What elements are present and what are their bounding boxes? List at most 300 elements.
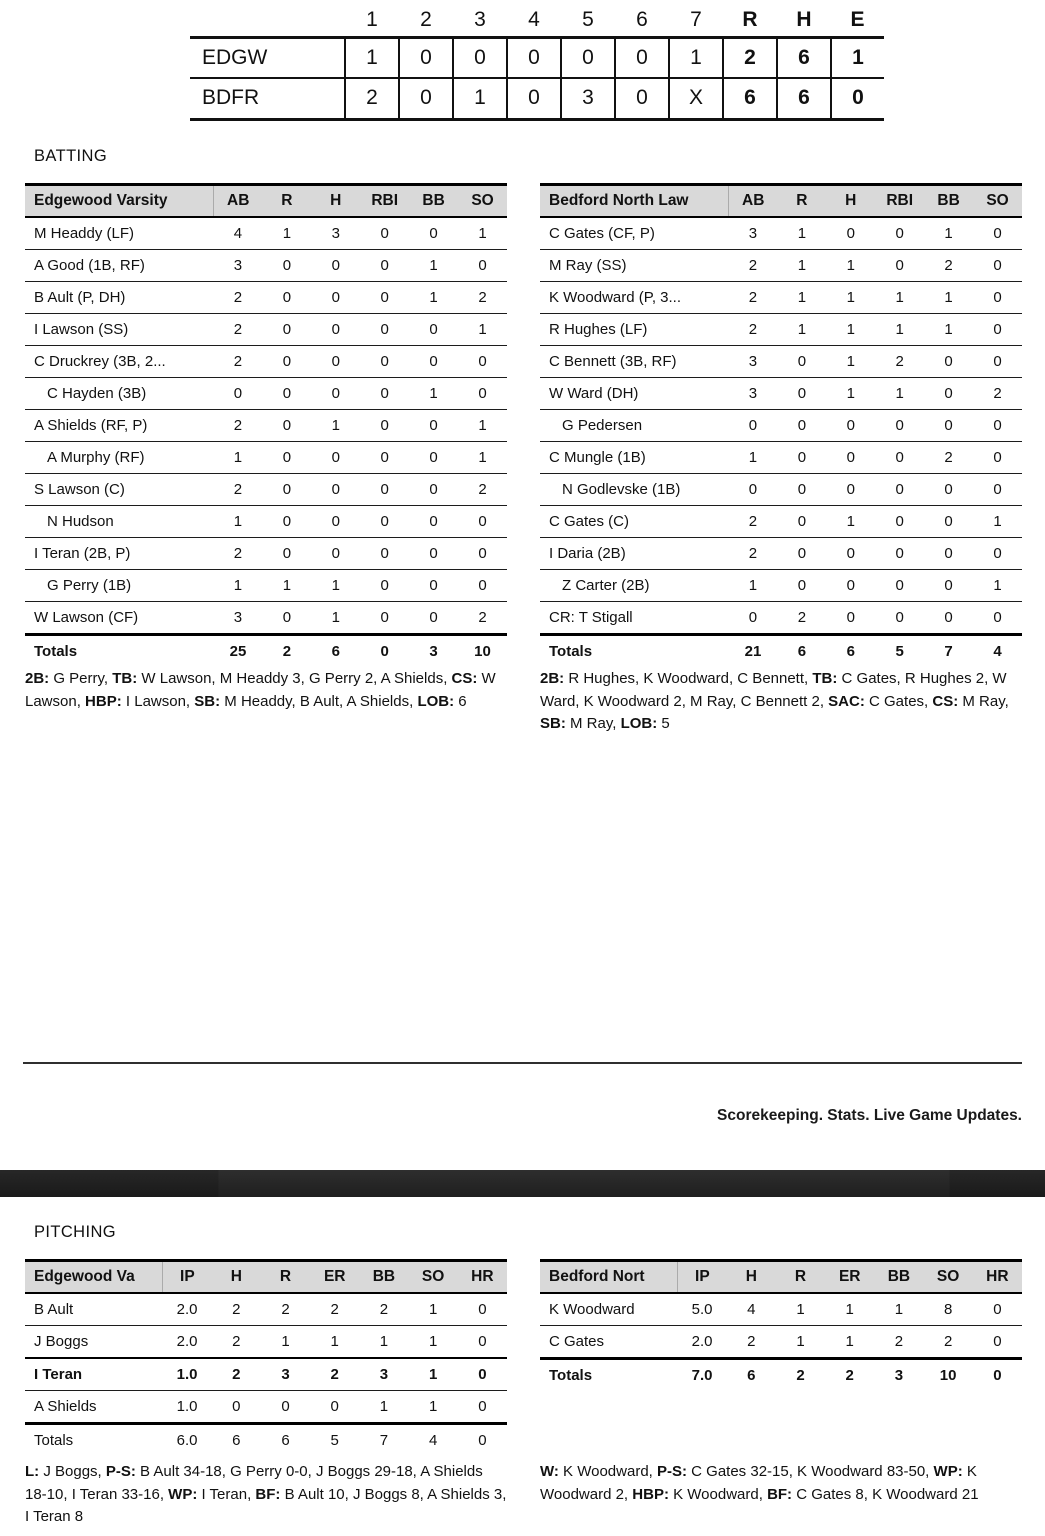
player-row (540, 538, 1022, 570)
stat-cell: 1 (311, 602, 360, 635)
stat-cell: 1 (262, 217, 311, 250)
stat-label: WP: (168, 1485, 198, 1503)
stat-cell: 0 (262, 474, 311, 506)
stat-cell: 2 (924, 250, 973, 282)
team-name-header: Edgewood Va (25, 1261, 163, 1294)
player-name-cell: I Daria (2B) (540, 538, 729, 570)
stat-cell: 0 (360, 217, 409, 250)
totals-stat-cell: 2 (825, 1359, 874, 1392)
linescore-value-cell: 0 (507, 78, 561, 119)
batting-table-right (540, 183, 1022, 667)
stat-cell: 2 (214, 538, 263, 570)
team-name-header: Bedford North Law (540, 185, 729, 218)
totals-stat-cell: 6 (261, 1424, 310, 1457)
stat-cell: 0 (777, 538, 826, 570)
linescore-value-cell: 0 (561, 37, 615, 78)
player-name-cell: N Hudson (25, 506, 214, 538)
linescore-value-cell: 3 (561, 78, 615, 119)
stat-column-header: HR (973, 1261, 1022, 1294)
stat-cell: 3 (311, 217, 360, 250)
stat-cell: 1 (825, 1326, 874, 1359)
stat-label: BF: (255, 1485, 281, 1503)
stat-cell: 2.0 (163, 1293, 212, 1326)
stat-cell: 1 (409, 378, 458, 410)
player-row (25, 1391, 507, 1424)
stat-cell: 0 (409, 474, 458, 506)
stat-cell: 2 (214, 346, 263, 378)
stat-cell: 0 (924, 474, 973, 506)
totals-row (25, 635, 507, 668)
player-row (540, 474, 1022, 506)
player-name-cell: C Bennett (3B, RF) (540, 346, 729, 378)
stat-cell: 0 (360, 602, 409, 635)
stat-cell: 0 (826, 602, 875, 635)
stat-cell: 1 (311, 570, 360, 602)
player-name-cell: A Good (1B, RF) (25, 250, 214, 282)
stat-cell: 0 (360, 538, 409, 570)
stat-label: TB: (812, 670, 838, 687)
player-row (25, 570, 507, 602)
stat-cell: 2 (310, 1358, 359, 1391)
stat-column-header: R (776, 1261, 825, 1294)
stat-cell: 1 (777, 250, 826, 282)
batting-column-left (25, 183, 507, 710)
player-name-cell: I Teran (25, 1358, 163, 1391)
stat-header-row (25, 185, 507, 218)
totals-stat-cell: 6 (311, 635, 360, 668)
stat-cell: 1 (875, 282, 924, 314)
player-name-cell: I Teran (2B, P) (25, 538, 214, 570)
stat-cell: 0 (729, 474, 778, 506)
player-row (25, 474, 507, 506)
player-row (540, 378, 1022, 410)
linescore-value-cell: 0 (507, 37, 561, 78)
stat-cell: 2.0 (678, 1326, 727, 1359)
player-row (540, 282, 1022, 314)
linescore-header-cell: 1 (366, 8, 378, 32)
stat-cell: 2 (924, 1326, 973, 1359)
stat-cell: 1 (214, 570, 263, 602)
stat-cell: 0 (924, 346, 973, 378)
player-name-cell: R Hughes (LF) (540, 314, 729, 346)
stat-cell: 1 (777, 217, 826, 250)
stat-column-header: R (262, 185, 311, 218)
stat-cell: 3 (359, 1358, 408, 1391)
totals-stat-cell: 21 (729, 635, 778, 668)
stat-cell: 1 (924, 314, 973, 346)
player-row (25, 442, 507, 474)
stat-cell: 0 (458, 378, 507, 410)
stat-cell: 0 (261, 1391, 310, 1424)
stat-cell: 0 (360, 282, 409, 314)
section-divider (23, 1062, 1022, 1064)
stat-cell: 0 (310, 1391, 359, 1424)
totals-label-cell: Totals (540, 635, 729, 668)
linescore-header-cell: 3 (474, 8, 486, 32)
stat-cell: 0 (409, 506, 458, 538)
pitching-section (25, 1259, 1022, 1536)
stat-cell: 0 (729, 602, 778, 635)
totals-row (540, 635, 1022, 668)
player-name-cell: I Lawson (SS) (25, 314, 214, 346)
stat-cell: 0 (262, 250, 311, 282)
stat-cell: 1 (409, 282, 458, 314)
stat-cell: 0 (262, 538, 311, 570)
stat-cell: 0 (409, 538, 458, 570)
stat-cell: 1 (826, 506, 875, 538)
player-name-cell: N Godlevske (1B) (540, 474, 729, 506)
stat-cell: 0 (875, 217, 924, 250)
stat-cell: 0 (875, 474, 924, 506)
team-name-header: Edgewood Varsity (25, 185, 214, 218)
totals-label-cell: Totals (25, 1424, 163, 1457)
stat-cell: 0 (214, 378, 263, 410)
stat-cell: 0 (311, 250, 360, 282)
player-row (540, 346, 1022, 378)
stat-column-header: ER (310, 1261, 359, 1294)
linescore-value-cell: 6 (723, 78, 777, 119)
stat-label: L: (25, 1463, 40, 1480)
linescore-header-cell: 6 (636, 8, 648, 32)
stat-column-header: HR (458, 1261, 507, 1294)
pitching-column-left (25, 1259, 507, 1525)
stat-column-header: ER (825, 1261, 874, 1294)
stat-cell: 1 (262, 570, 311, 602)
stat-cell: 3 (214, 602, 263, 635)
totals-stat-cell: 6 (727, 1359, 776, 1392)
player-name-cell: M Ray (SS) (540, 250, 729, 282)
batting-column-right (540, 183, 1022, 732)
linescore-row (190, 78, 884, 119)
stat-cell: 0 (924, 506, 973, 538)
player-row (25, 538, 507, 570)
stat-cell: 0 (311, 346, 360, 378)
linescore-header-cell: H (796, 8, 812, 32)
linescore-value-cell: 0 (615, 37, 669, 78)
stat-cell: 0 (973, 346, 1022, 378)
pitching-column-right (540, 1259, 1022, 1503)
stat-cell: 0 (311, 538, 360, 570)
stat-header-row (540, 1261, 1022, 1294)
stat-cell: 0 (875, 538, 924, 570)
stat-cell: 0 (458, 1391, 507, 1424)
stat-cell: 1 (359, 1326, 408, 1359)
stat-cell: 0 (826, 538, 875, 570)
stat-cell: 1 (409, 1326, 458, 1359)
tagline: Scorekeeping. Stats. Live Game Updates. (717, 1107, 1022, 1124)
stat-cell: 0 (924, 410, 973, 442)
stat-cell: 0 (409, 570, 458, 602)
player-row (540, 442, 1022, 474)
batting-notes-left: 2B: G Perry, TB: W Lawson, M Headdy 3, G Perry 2, A Shields, CS: W Lawson, HBP: I Lawson, SB: M Headdy, B Ault, A Shields, LOB: 6 (25, 670, 496, 710)
linescore-value-cell: 1 (831, 37, 884, 78)
player-name-cell: W Lawson (CF) (25, 602, 214, 635)
stat-column-header: BB (924, 185, 973, 218)
stat-label: TB: (112, 670, 138, 687)
stat-cell: 0 (311, 442, 360, 474)
stat-cell: 0 (875, 410, 924, 442)
stat-cell: 0 (826, 442, 875, 474)
stat-cell: 0 (973, 282, 1022, 314)
stat-cell: 0 (777, 474, 826, 506)
stat-cell: 2 (214, 314, 263, 346)
stat-column-header: BB (409, 185, 458, 218)
totals-stat-cell: 0 (458, 1424, 507, 1457)
linescore-corner-cell (190, 5, 345, 37)
stat-cell: 2 (727, 1326, 776, 1359)
player-row (25, 282, 507, 314)
player-row (540, 314, 1022, 346)
stat-header-row (540, 185, 1022, 218)
stat-cell: 0 (777, 506, 826, 538)
stat-cell: 2 (729, 538, 778, 570)
totals-stat-cell: 7 (924, 635, 973, 668)
stat-cell: 2 (924, 442, 973, 474)
stat-cell: 2 (458, 602, 507, 635)
stat-cell: 0 (924, 378, 973, 410)
totals-stat-cell: 25 (214, 635, 263, 668)
totals-label-cell: Totals (540, 1359, 678, 1392)
stat-column-header: IP (678, 1261, 727, 1294)
stat-column-header: RBI (875, 185, 924, 218)
player-name-cell: Z Carter (2B) (540, 570, 729, 602)
linescore-header-row (190, 5, 884, 37)
stat-cell: 0 (826, 474, 875, 506)
stat-cell: 0 (360, 474, 409, 506)
stat-cell: 0 (262, 378, 311, 410)
linescore-value-cell: 0 (615, 78, 669, 119)
stat-cell: 1 (924, 282, 973, 314)
player-name-cell: K Woodward (P, 3... (540, 282, 729, 314)
player-row (25, 217, 507, 250)
stat-cell: 1 (973, 570, 1022, 602)
stat-cell: 0 (458, 570, 507, 602)
player-name-cell: S Lawson (C) (25, 474, 214, 506)
stat-cell: 0 (777, 378, 826, 410)
stat-cell: 0 (409, 314, 458, 346)
player-name-cell: W Ward (DH) (540, 378, 729, 410)
totals-stat-cell: 7.0 (678, 1359, 727, 1392)
player-name-cell: C Hayden (3B) (25, 378, 214, 410)
stat-cell: 0 (875, 602, 924, 635)
player-row (540, 250, 1022, 282)
totals-stat-cell: 2 (776, 1359, 825, 1392)
totals-stat-cell: 4 (409, 1424, 458, 1457)
stat-column-header: BB (874, 1261, 923, 1294)
player-name-cell: C Gates (CF, P) (540, 217, 729, 250)
stat-column-header: RBI (360, 185, 409, 218)
stat-cell: 0 (409, 346, 458, 378)
stat-cell: 1 (409, 1293, 458, 1326)
stat-cell: 0 (973, 474, 1022, 506)
stat-cell: 3 (729, 346, 778, 378)
stat-cell: 0 (973, 602, 1022, 635)
stat-cell: 1 (826, 282, 875, 314)
stat-cell: 4 (727, 1293, 776, 1326)
stat-cell: 0 (409, 442, 458, 474)
stat-cell: 0 (777, 570, 826, 602)
stat-cell: 2 (214, 282, 263, 314)
stat-cell: 0 (262, 346, 311, 378)
linescore-value-cell: 2 (723, 37, 777, 78)
stat-cell: 2 (214, 474, 263, 506)
player-row (25, 250, 507, 282)
player-row (540, 602, 1022, 635)
stat-label: HBP: (632, 1485, 669, 1503)
stat-cell: 2 (777, 602, 826, 635)
stat-cell: 0 (973, 410, 1022, 442)
player-name-cell: G Pedersen (540, 410, 729, 442)
stat-cell: 2 (261, 1293, 310, 1326)
stat-label: 2B: (540, 670, 565, 687)
stat-cell: 0 (973, 217, 1022, 250)
stat-cell: 2 (729, 282, 778, 314)
linescore-header-cell: R (742, 8, 758, 32)
stat-cell: 1 (826, 250, 875, 282)
stat-cell: 1 (729, 442, 778, 474)
linescore-value-cell: 6 (777, 78, 831, 119)
stat-cell: 1 (777, 282, 826, 314)
stat-label: 2B: (25, 670, 50, 687)
stat-cell: 0 (973, 1293, 1022, 1326)
totals-stat-cell: 3 (409, 635, 458, 668)
stat-label: CS: (932, 692, 959, 710)
linescore-value-cell: 1 (453, 78, 507, 119)
stat-label: SB: (194, 692, 221, 710)
player-name-cell: K Woodward (540, 1293, 678, 1326)
player-name-cell: CR: T Stigall (540, 602, 729, 635)
linescore-header-cell: 5 (582, 8, 594, 32)
stat-cell: 1 (826, 314, 875, 346)
stat-cell: 1 (458, 314, 507, 346)
stat-cell: 0 (458, 1358, 507, 1391)
stat-cell: 8 (924, 1293, 973, 1326)
stat-cell: 0 (262, 506, 311, 538)
stat-cell: 0 (409, 410, 458, 442)
stat-cell: 0 (875, 442, 924, 474)
stat-cell: 0 (458, 538, 507, 570)
stat-cell: 0 (311, 314, 360, 346)
stat-cell: 0 (360, 250, 409, 282)
stat-cell: 0 (409, 217, 458, 250)
player-row (540, 570, 1022, 602)
stat-cell: 0 (458, 1293, 507, 1326)
stat-cell: 0 (360, 570, 409, 602)
stat-cell: 0 (777, 442, 826, 474)
stat-cell: 1 (776, 1326, 825, 1359)
stat-cell: 1 (310, 1326, 359, 1359)
player-name-cell: C Mungle (1B) (540, 442, 729, 474)
linescore-table (190, 5, 884, 121)
stat-cell: 0 (777, 410, 826, 442)
stat-cell: 0 (409, 602, 458, 635)
stat-cell: 0 (973, 538, 1022, 570)
stat-cell: 0 (262, 314, 311, 346)
stat-cell: 0 (262, 282, 311, 314)
stat-cell: 1 (826, 346, 875, 378)
stat-cell: 0 (360, 378, 409, 410)
totals-stat-cell: 6 (777, 635, 826, 668)
stat-column-header: AB (214, 185, 263, 218)
batting-table-left (25, 183, 507, 667)
stat-label: P-S: (657, 1463, 687, 1480)
linescore-value-cell: 1 (669, 37, 723, 78)
player-name-cell: B Ault (P, DH) (25, 282, 214, 314)
stat-cell: 2 (458, 282, 507, 314)
stat-column-header: H (311, 185, 360, 218)
totals-stat-cell: 5 (875, 635, 924, 668)
stat-column-header: IP (163, 1261, 212, 1294)
stat-column-header: H (727, 1261, 776, 1294)
stat-label: SAC: (828, 692, 865, 710)
stat-label: W: (540, 1463, 559, 1480)
stat-cell: 2 (875, 346, 924, 378)
stat-cell: 0 (875, 250, 924, 282)
stat-cell: 0 (360, 346, 409, 378)
totals-stat-cell: 5 (310, 1424, 359, 1457)
player-row (540, 1293, 1022, 1326)
stat-cell: 1 (875, 378, 924, 410)
stat-cell: 1 (458, 410, 507, 442)
stat-cell: 0 (875, 506, 924, 538)
stat-cell: 0 (458, 250, 507, 282)
stat-cell: 2 (729, 250, 778, 282)
stat-column-header: SO (973, 185, 1022, 218)
stat-cell: 3 (214, 250, 263, 282)
stat-cell: 0 (262, 442, 311, 474)
stat-cell: 2 (458, 474, 507, 506)
totals-stat-cell: 6 (212, 1424, 261, 1457)
stat-cell: 0 (875, 570, 924, 602)
stat-label: LOB: (620, 715, 658, 732)
linescore-value-cell: 1 (345, 37, 399, 78)
stat-label: LOB: (417, 692, 455, 710)
stat-cell: 1 (875, 314, 924, 346)
stat-cell: 0 (311, 506, 360, 538)
stat-cell: 1 (776, 1293, 825, 1326)
player-row (25, 506, 507, 538)
stat-label: WP: (933, 1463, 963, 1480)
totals-row (540, 1359, 1022, 1392)
player-row (25, 410, 507, 442)
stat-cell: 3 (729, 217, 778, 250)
stat-column-header: SO (458, 185, 507, 218)
stat-cell: 2 (214, 410, 263, 442)
stat-label: BF: (767, 1485, 793, 1503)
linescore-header-cell: 2 (420, 8, 432, 32)
player-row (25, 602, 507, 635)
stat-cell: 0 (262, 602, 311, 635)
player-name-cell: C Gates (540, 1326, 678, 1359)
player-row (540, 217, 1022, 250)
stat-cell: 2 (973, 378, 1022, 410)
stat-cell: 0 (924, 602, 973, 635)
stat-cell: 0 (311, 474, 360, 506)
stat-column-header: SO (409, 1261, 458, 1294)
stat-cell: 2 (212, 1293, 261, 1326)
player-name-cell: B Ault (25, 1293, 163, 1326)
stat-cell: 1 (409, 250, 458, 282)
stat-cell: 1 (973, 506, 1022, 538)
stat-cell: 3 (729, 378, 778, 410)
stat-column-header: R (261, 1261, 310, 1294)
stat-cell: 1 (777, 314, 826, 346)
pitching-section-title: PITCHING (34, 1223, 117, 1241)
pitching-table-right (540, 1259, 1022, 1391)
player-row (25, 346, 507, 378)
stat-cell: 0 (360, 506, 409, 538)
stat-cell: 2 (359, 1293, 408, 1326)
